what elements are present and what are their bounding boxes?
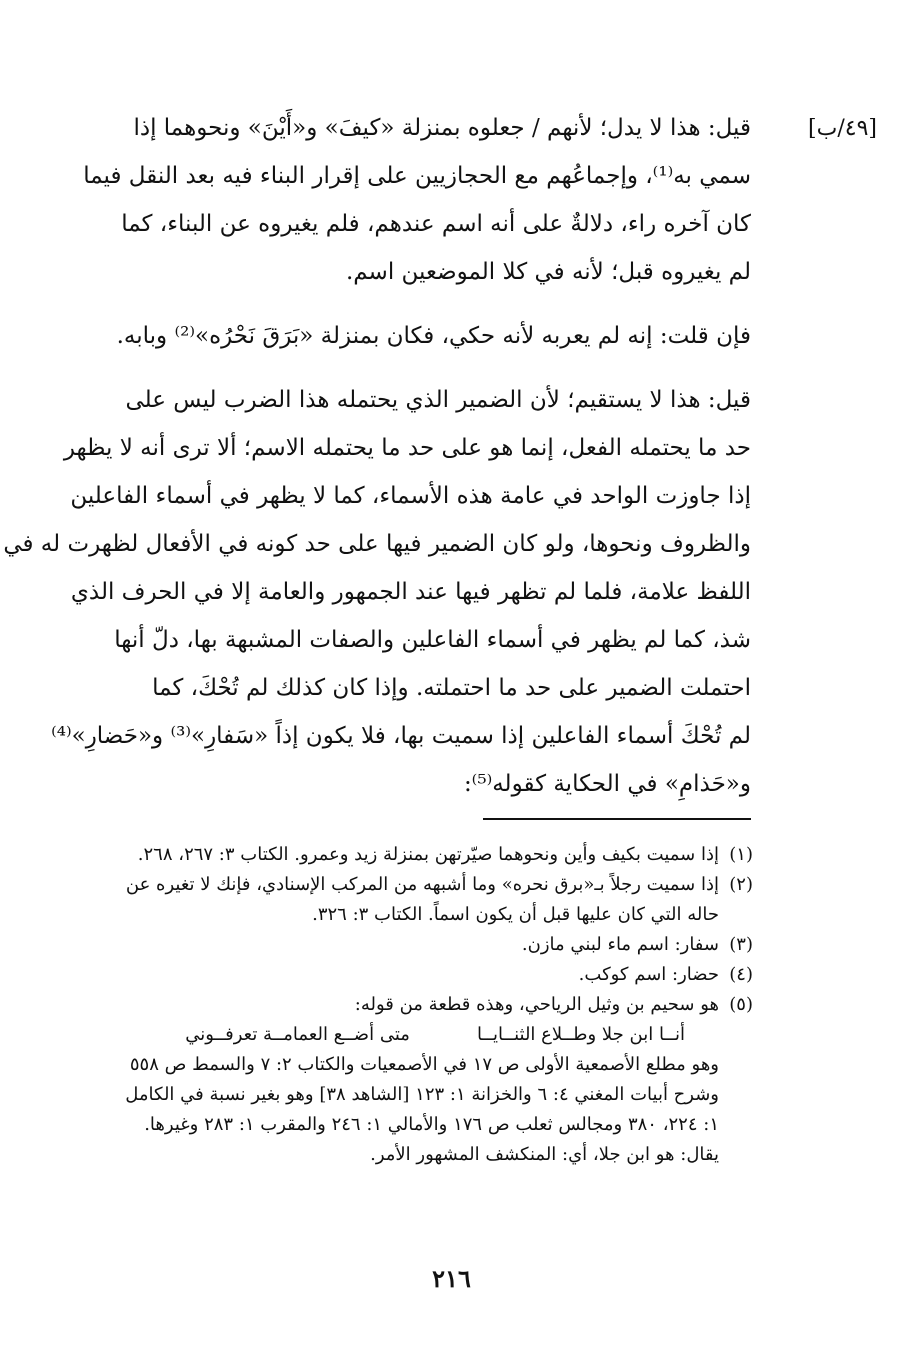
text-line: قيل: هذا لا يستقيم؛ لأن الضمير الذي يحتمله هذا الضرب ليس على: [125, 387, 751, 413]
footnote-text: هو سحيم بن وثيل الرياحي، وهذه قطعة من قوله:: [354, 994, 719, 1015]
footnote-number: (٣): [729, 934, 753, 955]
verse-first-hemistich: أنــا ابن جلا وطــلاع الثنــايــا: [477, 1024, 685, 1045]
text-line: شذ، كما لم يظهر في أسماء الفاعلين والصفات المشبهة بها، دلّ أنها: [114, 627, 751, 653]
footnote-number: (٤): [729, 964, 753, 985]
text-line: اللفظ علامة، فلما لم تظهر فيها عند الجمهور والعامة إلا في الحرف الذي: [70, 579, 751, 605]
text-line: والظروف ونحوها، ولو كان الضمير فيها على حد كونه في الأفعال لظهرت له في: [3, 531, 751, 557]
footnote-text: وشرح أبيات المغني ٤: ٦ والخزانة ١: ١٢٣ [الشاهد ٣٨] وهو بغير نسبة في الكامل: [125, 1084, 719, 1105]
poetry-verse: [125, 1020, 719, 1050]
text-line: حد ما يحتمله الفعل، إنما هو على حد ما يحتمله الاسم؛ ألا ترى أنه لا يظهر: [63, 435, 751, 461]
verse-second-hemistich: متى أضــع العمامــة تعرفــوني: [185, 1024, 410, 1045]
footnote-text: حاله التي كان عليها قبل أن يكون اسماً. الكتاب ٣: ٣٢٦.: [312, 904, 719, 925]
footnote-text: حضار: اسم كوكب.: [578, 964, 719, 985]
footnote: [153, 960, 753, 990]
footnote-text: سفار: اسم ماء لبني مازن.: [521, 934, 719, 955]
footnote-text: ١: ٢٢٤، ٣٨٠ ومجالس ثعلب ص ١٧٦ والأمالي ١: ٢٤٦ والمقرب ١: ٢٨٣ وغيرها.: [144, 1114, 719, 1135]
main-text: [3, 104, 751, 808]
footnote-text: وهو مطلع الأصمعية الأولى ص ١٧ في الأصمعيات والكتاب ٢: ٧ والسمط ص ٥٥٨: [129, 1054, 719, 1075]
text-line: إذا جاوزت الواحد في عامة هذه الأسماء، كما لا يظهر في أسماء الفاعلين: [70, 483, 751, 509]
footnote-number: (٥): [729, 994, 753, 1015]
footnote-text: يقال: هو ابن جلا، أي: المنكشف المشهور الأمر.: [370, 1144, 719, 1165]
page-number: ٢١٦: [432, 1264, 471, 1293]
footnote: [153, 930, 753, 960]
footnote-number: (١): [729, 844, 753, 865]
footnote-separator: [483, 818, 751, 820]
paragraph: [3, 376, 751, 808]
text-line: قيل: هذا لا يدل؛ لأنهم / جعلوه بمنزلة «كيفَ» و«أَيْنَ» ونحوهما إذا: [133, 115, 751, 141]
text-line: و«حَذامِ» في الحكاية كقوله⁽⁵⁾:: [463, 771, 751, 797]
text-line: احتملت الضمير على حد ما احتملته. وإذا كان كذلك لم تُحْكَ، كما: [152, 675, 751, 701]
footnote-text: إذا سميت رجلاً بـ«برق نحره» وما أشبهه من المركب الإسنادي، فإنك لا تغيره عن: [125, 874, 719, 895]
footnote: [125, 990, 753, 1170]
footnote: [125, 870, 753, 930]
paragraph: [116, 312, 751, 360]
footnote-text: إذا سميت بكيف وأين ونحوهما صيّرتهن بمنزلة زيد وعمرو. الكتاب ٣: ٢٦٧، ٢٦٨.: [137, 844, 719, 865]
footnote-number: (٢): [729, 874, 753, 895]
text-line: لم تُحْكَ أسماء الفاعلين إذا سميت بها، فلا يكون إذاً «سَفارِ»⁽³⁾ و«حَضارِ»⁽⁴⁾: [51, 723, 751, 749]
footnotes: [125, 840, 753, 1170]
text-line: فإن قلت: إنه لم يعربه لأنه حكي، فكان بمنزلة «بَرَقَ نَحْرُه»⁽²⁾ وبابه.: [116, 323, 751, 349]
text-line: سمي به⁽¹⁾، وإجماعُهم مع الحجازيين على إقرار البناء فيه بعد النقل فيما: [83, 163, 751, 189]
text-line: كان آخره راء، دلالةٌ على أنه اسم عندهم، فلم يغيروه عن البناء، كما: [121, 211, 751, 237]
footnote: [137, 840, 753, 870]
text-line: لم يغيروه قبل؛ لأنه في كلا الموضعين اسم.: [345, 259, 751, 285]
folio-marker: [٤٩/ب]: [808, 116, 877, 141]
paragraph: [83, 104, 751, 296]
